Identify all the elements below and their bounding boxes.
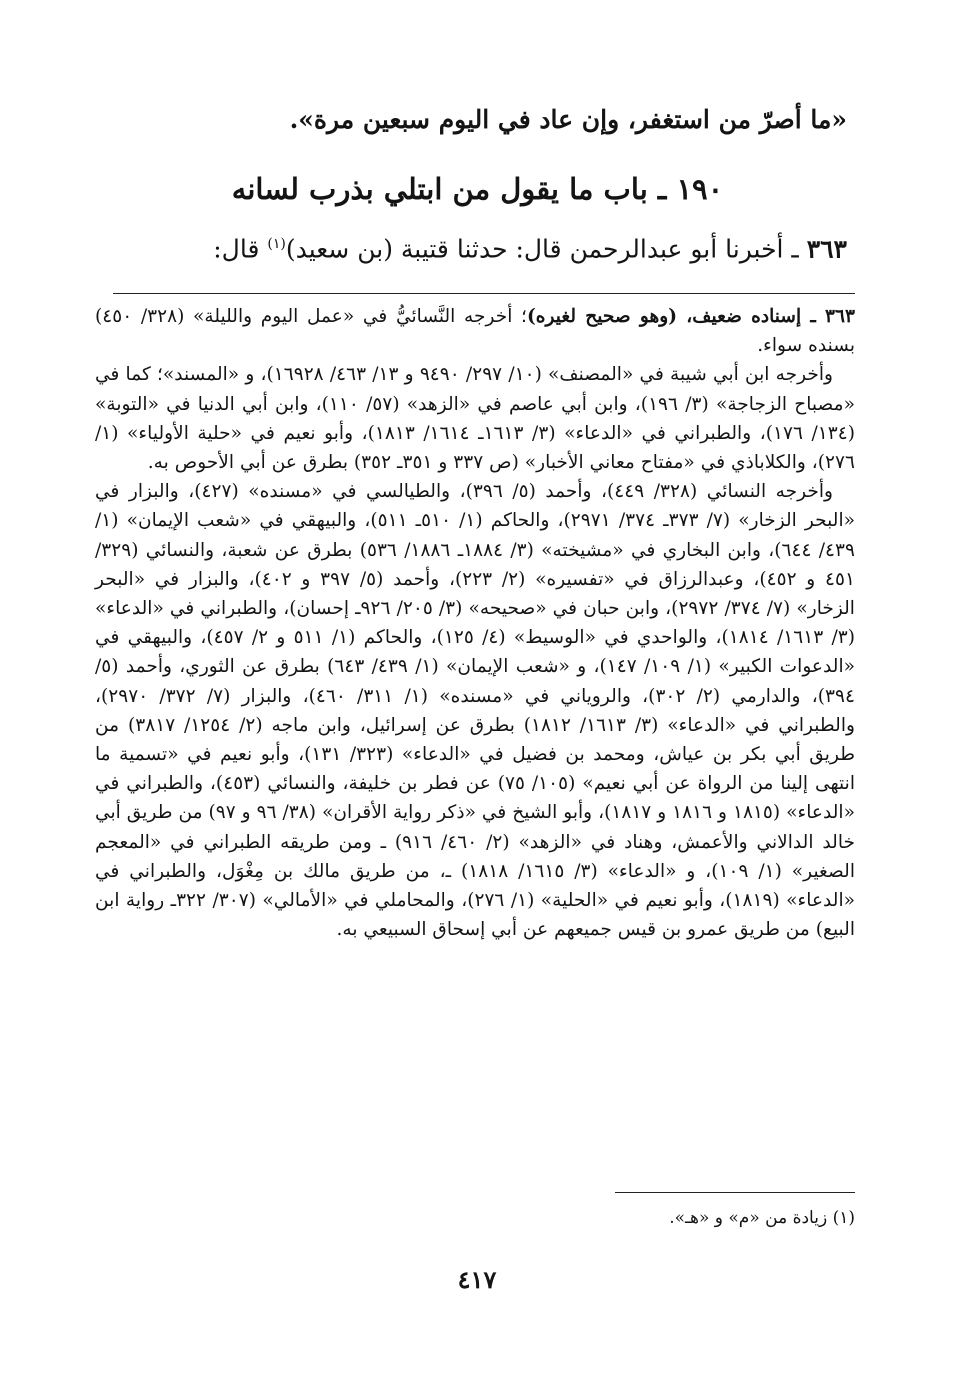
commentary-notes [95,302,855,944]
footnote: (١) زيادة من «م» و «هـ». [669,1208,855,1228]
hadith-number: ٣٦٣ [806,234,847,264]
note-paragraph-3: وأخرجه النسائي (٣٢٨/ ٤٤٩)، وأحمد (٥/ ٣٩٦)، والطيالسي في «مسنده» (٤٢٧)، والبزار في «البحر الزخار» (٧/ ٣٧٣ـ ٣٧٤/ ٢٩٧١)، والحاكم (١/ ٥١٠ـ ٥١١)، والبيهقي في «شعب الإيمان» (١/ ٤٣٩/ ٦٤٤)، وابن البخاري في «مشيخته» (٣/ ١٨٨٤ـ ١٨٨٦/ ٥٣٦) بطرق عن شعبة، والنسائي (٣٢٩/ ٤٥١ و ٤٥٢)، وعبدالرزاق في «تفسيره» (٢/ ٢٢٣)، وأحمد (٥/ ٣٩٧ و ٤٠٢)، والبزار في «البحر الزخار» (٧/ ٣٧٤/ ٢٩٧٢)، وابن حبان في «صحيحه» (٣/ ٢٠٥/ ٩٢٦ـ إحسان)، والطبراني في «الدعاء» (٣/ ١٦١٣/ ١٨١٤)، والواحدي في «الوسيط» (٤/ ١٢٥)، والحاكم (١/ ٥١١ و ٢/ ٤٥٧)، والبيهقي في «الدعوات الكبير» (١/ ١٠٩/ ١٤٧)، و «شعب الإيمان» (١/ ٤٣٩/ ٦٤٣) بطرق عن الثوري، وأحمد (٥/ ٣٩٤)، والدارمي (٢/ ٣٠٢)، والروياني في «مسنده» (١/ ٣١١/ ٤٦٠)، والبزار (٧/ ٣٧٢/ ٢٩٧٠)، والطبراني في «الدعاء» (٣/ ١٦١٣/ ١٨١٢) بطرق عن إسرائيل، وابن ماجه (٢/ ١٢٥٤/ ٣٨١٧) من طريق أبي بكر بن عياش، ومحمد بن فضيل في «الدعاء» (٣٢٣/ ١٣١)، وأبو نعيم في «تسمية ما انتهى إلينا من الرواة عن أبي نعيم» (١٠٥/ ٧٥) عن فطر بن خليفة، والنسائي (٤٥٣)، والطبراني في «الدعاء» (١٨١٥ و ١٨١٦ و ١٨١٧)، وأبو الشيخ في «ذكر رواية الأقران» (٣٨/ ٩٦ و ٩٧) من طريق أبي خالد الدالاني والأعمش، وهناد في «الزهد» (٢/ ٤٦٠/ ٩١٦) ـ ومن طريقه الطبراني في «المعجم الصغير» (١/ ١٠٩)، و «الدعاء» (٣/ ١٦١٥/ ١٨١٨) ـ، من طريق مالك بن مِغْوَل، والطبراني في «الدعاء» (١٨١٩)، وأبو نعيم في «الحلية» (١/ ٢٧٦)، والمحاملي في «الأمالي» (٣٠٧/ ٣٢٢ـ رواية ابن البيع) من طريق عمرو بن قيس جميعهم عن أبي إسحاق السبيعي به. [95,481,856,941]
hadith-text-after: قال: [213,234,268,264]
page-number: ٤١٧ [457,1265,497,1294]
main-divider [113,293,855,294]
note-paragraph-1 [95,302,855,360]
hadith-chain [87,222,847,271]
note-number: ٣٦٣ [825,306,855,327]
footnote-divider [615,1192,855,1193]
note-grading: ـ إسناده ضعيف، (وهو صحيح لغيره) [526,306,826,327]
hadith-quote: «ما أصرّ من استغفر، وإن عاد في اليوم سبعين مرة». [289,105,847,134]
hadith-text-before: ـ أخبرنا أبو عبدالرحمن قال: حدثنا قتيبة (بن سعيد) [285,234,807,264]
note-text: ؛ أخرجه النَّسائيُّ في «عمل اليوم والليلة» (٣٢٨/ ٤٥٠) بسنده سواء. [95,306,855,357]
note-paragraph-2: وأخرجه ابن أبي شيبة في «المصنف» (١٠/ ٢٩٧/ ٩٤٩٠ و ١٣/ ٤٦٣/ ١٦٩٢٨)، و «المسند»؛ كما في «مصباح الزجاجة» (٣/ ١٩٦)، وابن أبي عاصم في «الزهد» (٥٧/ ١١٠)، وابن أبي الدنيا في «التوبة» (١٣٤/ ١٧٦)، والطبراني في «الدعاء» (٣/ ١٦١٣ـ ١٦١٤/ ١٨١٣)، وأبو نعيم في «حلية الأولياء» (١/ ٢٧٦)، والكلاباذي في «مفتاح معاني الأخبار» (ص ٣٣٧ و ٣٥١ـ ٣٥٢) بطرق عن أبي الأحوص به. [95,364,855,474]
chapter-title: ١٩٠ ـ باب ما يقول من ابتلي بذرب لسانه [231,172,724,206]
footnote-reference: (١) [267,236,286,252]
